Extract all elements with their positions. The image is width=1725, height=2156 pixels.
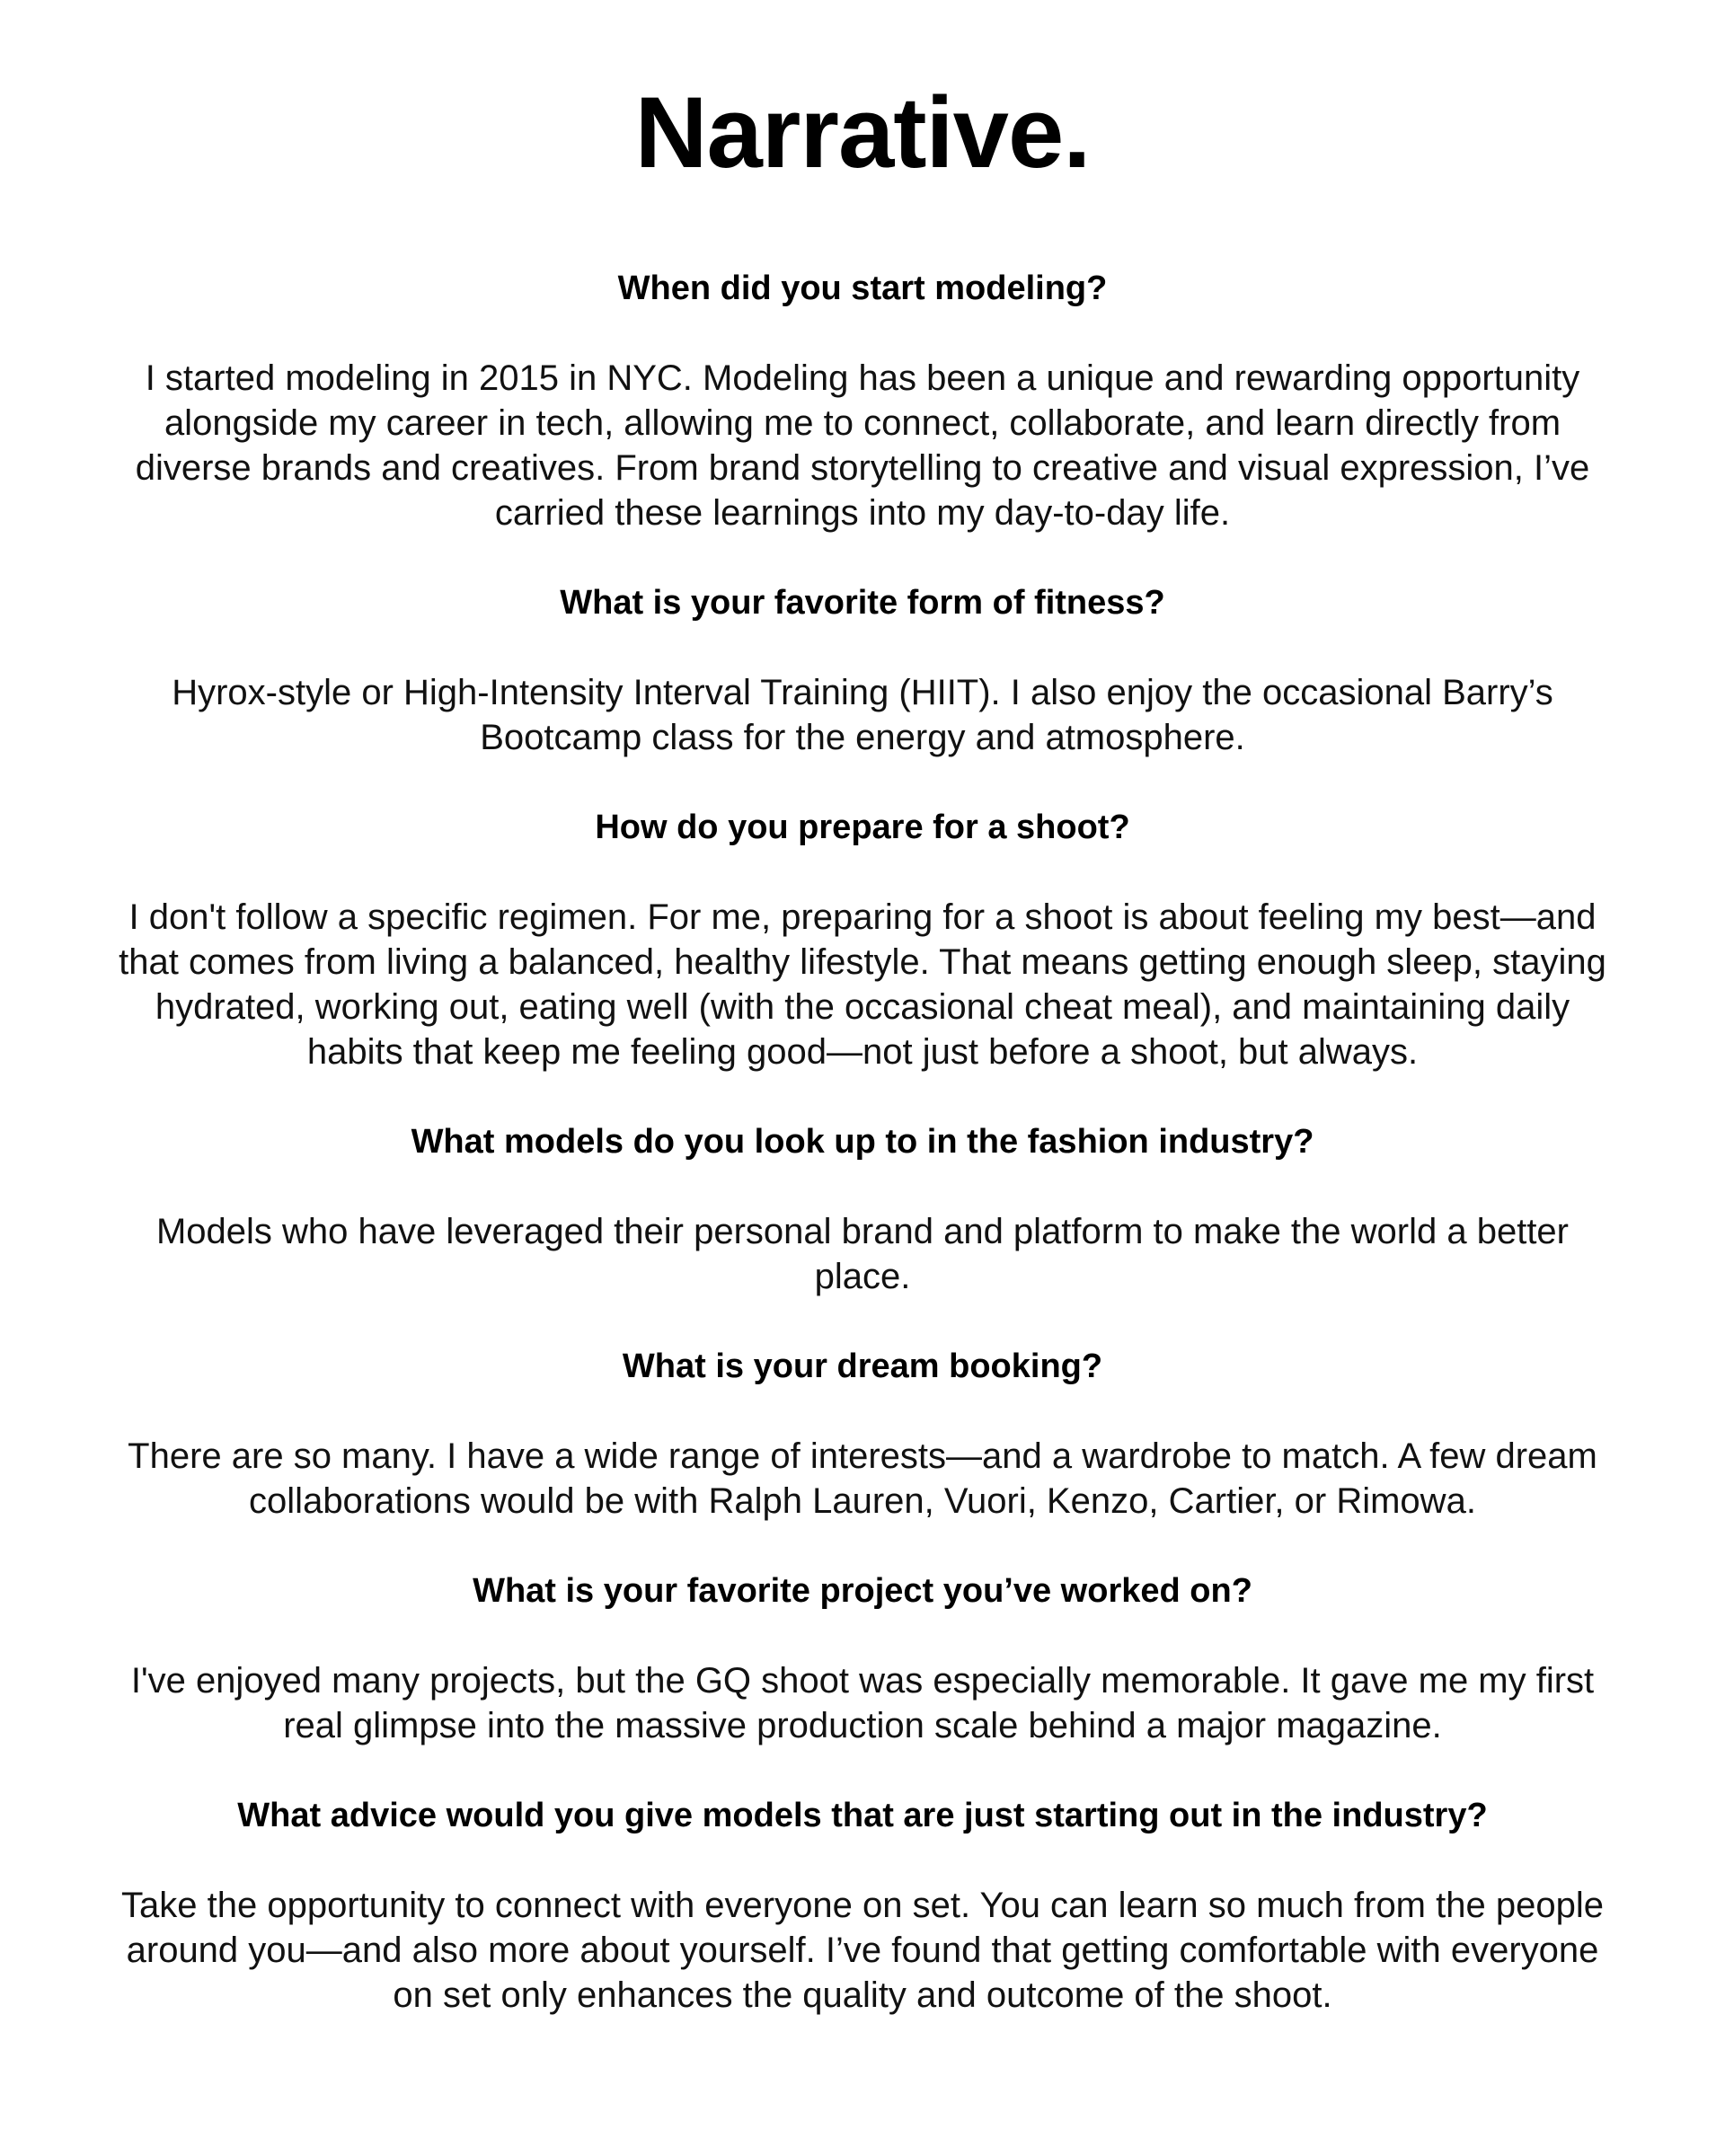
qa-item <box>108 805 1617 1074</box>
question-heading: What advice would you give models that are just starting out in the industry? <box>237 1797 1488 1834</box>
answer-text: Hyrox-style or High-Intensity Interval Training (HIIT). I also enjoy the occasional Barry’s Bootcamp class for the energy and atmosphere. <box>172 673 1553 757</box>
question-heading: How do you prepare for a shoot? <box>595 808 1130 846</box>
question-heading: What is your favorite form of fitness? <box>560 584 1165 622</box>
qa-item <box>108 1568 1617 1748</box>
question-heading: What is your dream booking? <box>622 1348 1103 1385</box>
qa-item <box>108 580 1617 760</box>
qa-item <box>108 266 1617 535</box>
qa-list <box>108 266 1617 2018</box>
page-title: Narrative. <box>634 76 1091 189</box>
answer-text: Take the opportunity to connect with everyone on set. You can learn so much from the people around you—and also more about yourself. I’ve found that getting comfortable with everyone on set only enhances the quality and outcome of the shoot. <box>121 1886 1604 2015</box>
qa-item <box>108 1119 1617 1299</box>
question-heading: What models do you look up to in the fashion industry? <box>411 1123 1314 1161</box>
qa-item <box>108 1793 1617 2018</box>
question-heading: What is your favorite project you’ve worked on? <box>473 1572 1252 1610</box>
answer-text: I started modeling in 2015 in NYC. Modeling has been a unique and rewarding opportunity alongside my career in tech, allowing me to connect, collaborate, and learn directly from diverse brands and creatives. From brand storytelling to creative and visual expression, I’ve carried these learnings into my day-to-day life. <box>135 358 1590 533</box>
answer-text: Models who have leveraged their personal brand and platform to make the world a better place. <box>155 1212 1569 1296</box>
answer-text: There are so many. I have a wide range of interests—and a wardrobe to match. A few dream collaborations would be with Ralph Lauren, Vuori, Kenzo, Cartier, or Rimowa. <box>128 1436 1597 1521</box>
answer-text: I don't follow a specific regimen. For me, preparing for a shoot is about feeling my best—and that comes from living a balanced, healthy lifestyle. That means getting enough sleep, staying hydrated, working out, eating well (with the occasional cheat meal), and maintaining daily habits that keep me feeling good—not just before a shoot, but always. <box>119 897 1606 1072</box>
qa-item <box>108 1344 1617 1524</box>
answer-text: I've enjoyed many projects, but the GQ shoot was especially memorable. It gave me my first real glimpse into the massive production scale behind a major magazine. <box>130 1661 1595 1745</box>
question-heading: When did you start modeling? <box>617 270 1108 307</box>
